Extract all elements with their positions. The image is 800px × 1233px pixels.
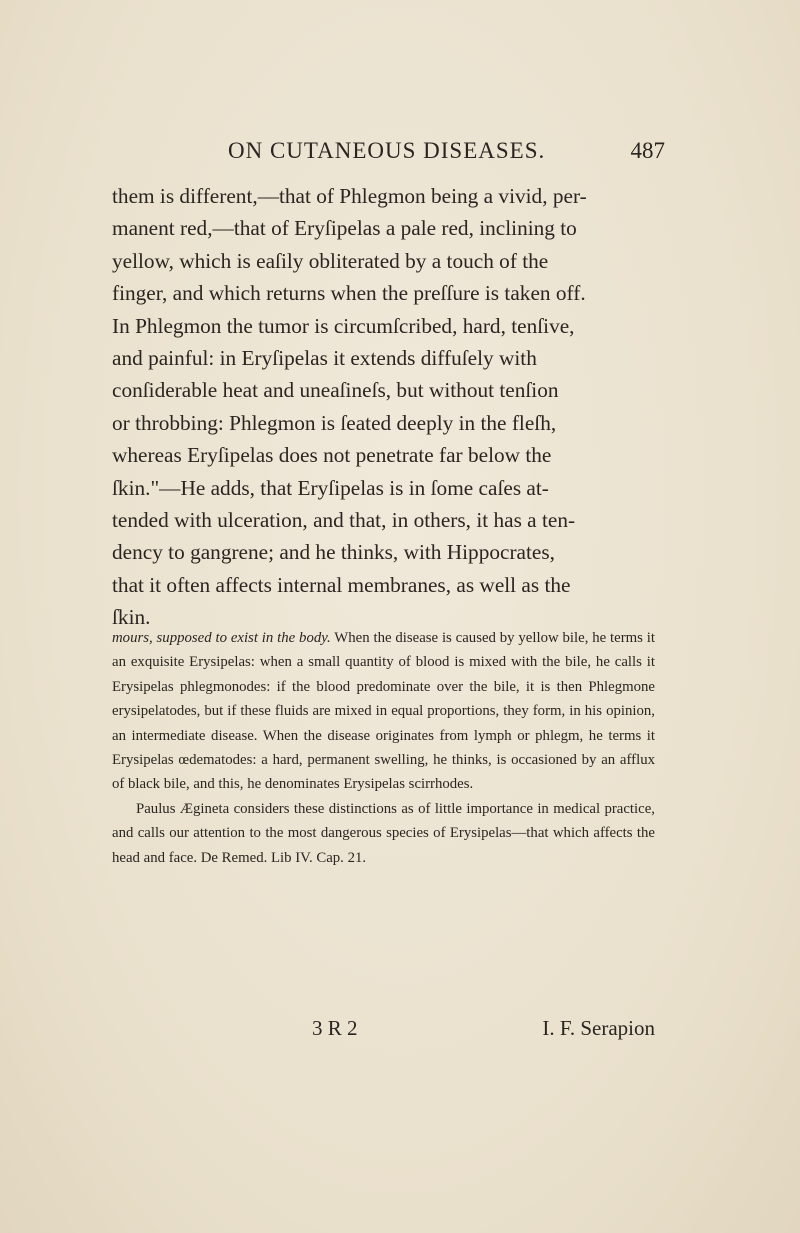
body-paragraph: them is different,—that of Phlegmon being a vivid, per- manent red,—that of Eryſipelas a pale red, inclining to yellow, which is eaſily obliterated by a touch of the finger, and which returns when the preſſure is taken off. In Phlegmon the tumor is circumſcribed, hard, tenſive, and painful: in Eryſipelas it extends diffuſely with conſiderable heat and uneaſineſs, but without tenſion or throbbing: Phlegmon is ſeated deeply in the fleſh, whereas Eryſipelas does not penetrate far below the ſkin."—He adds, that Eryſipelas is in ſome caſes at- tended with ulceration, and that, in others, it has a ten- dency to gangrene; and he thinks, with Hippocrates, that it often affects internal membranes, as well as the ſkin. (112, 184, 587, 630)
running-title: ON CUTANEOUS DISEASES. (228, 138, 546, 163)
footnote-paragraph-2: Paulus Ægineta considers these distinctions as of little importance in medical practice, and calls our attention to the most dangerous species of Erysipelas—that which affects the head and face. De Remed. Lib IV. Cap. 21. (112, 800, 655, 866)
footnote-lead-italic: mours, supposed to exist in the body. (112, 630, 331, 646)
footnote-paragraph-1-text: When the disease is caused by yellow bile, he terms it an exquisite Erysipelas: when a small quantity of blood is mixed with the bile, he calls it Erysipelas phlegmonodes: if the blood predominate over the bile, it is then Phlegmone erysipelatodes, but if these fluids are mixed in equal proportions, they form, in his opinion, an intermediate disease. When the disease originates from lymph or phlegm, he terms it Erysipelas œdematodes: a hard, permanent swelling, he thinks, is occasioned by an afflux of black bile, and this, he denominates Erysipelas scirrhodes. (112, 630, 655, 793)
catchword: I. F. Serapion (542, 1016, 655, 1040)
page-header (110, 138, 665, 172)
page-footer (112, 1016, 655, 1046)
footnote (112, 626, 655, 870)
page-number: 487 (630, 138, 665, 163)
signature-mark: 3 R 2 (312, 1016, 358, 1040)
footnote-paragraph-1 (112, 626, 655, 797)
